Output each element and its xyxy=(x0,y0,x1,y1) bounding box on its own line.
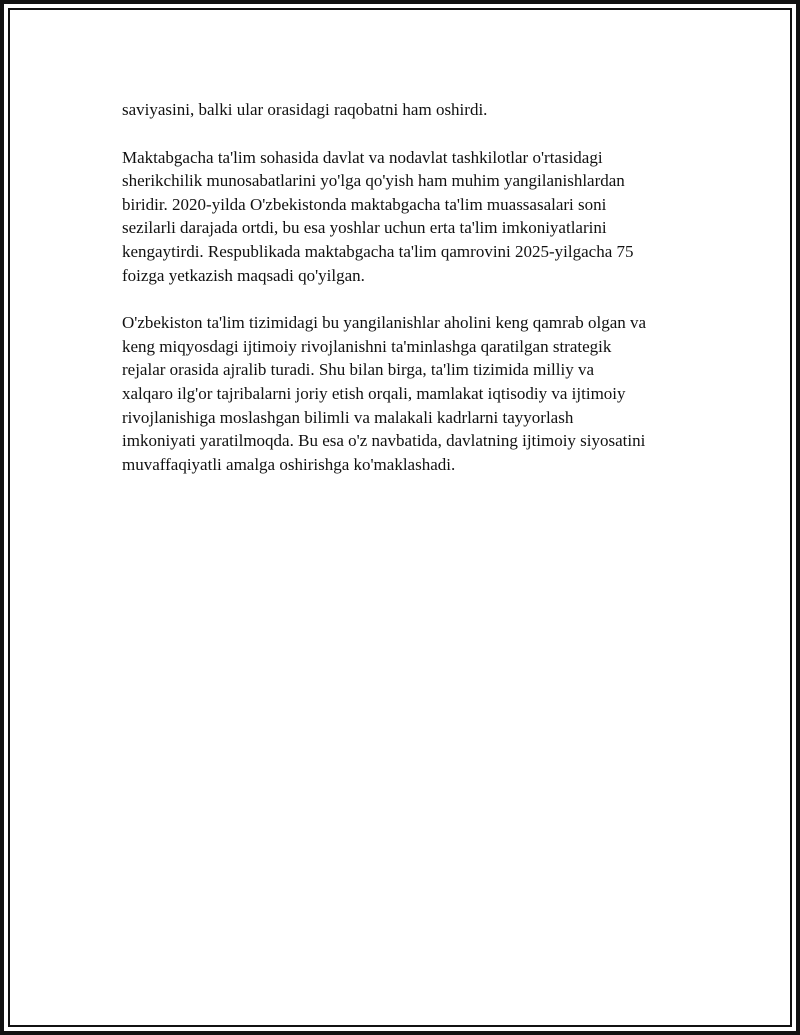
text-line: xalqaro ilg'or tajribalarni joriy etish orqali, mamlakat iqtisodiy va ijtimoiy xyxy=(122,383,626,403)
text-line: rejalar orasida ajralib turadi. Shu bilan birga, ta'lim tizimida milliy va xyxy=(122,360,595,380)
text-line: imkoniyati yaratilmoqda. Bu esa o'z navbatida, davlatning ijtimoiy siyosatini xyxy=(122,431,646,451)
document-body xyxy=(122,98,702,500)
paragraph-3 xyxy=(122,311,702,476)
paragraph-1 xyxy=(122,98,702,122)
paragraph-2 xyxy=(122,146,702,288)
text-line: O'zbekiston ta'lim tizimidagi bu yangilanishlar aholini keng qamrab olgan va xyxy=(122,313,647,333)
text-line: saviyasini, balki ular orasidagi raqobatni ham oshirdi. xyxy=(122,100,488,119)
text-line: keng miqyosdagi ijtimoiy rivojlanishni ta'minlashga qaratilgan strategik xyxy=(122,336,612,356)
text-line: biridir. 2020-yilda O'zbekistonda maktabgacha ta'lim muassasalari soni xyxy=(122,194,607,214)
text-line: muvaffaqiyatli amalga oshirishga ko'maklashadi. xyxy=(122,454,456,474)
text-line: sezilarli darajada ortdi, bu esa yoshlar uchun erta ta'lim imkoniyatlarini xyxy=(122,218,607,238)
text-line: foizga yetkazish maqsadi qo'yilgan. xyxy=(122,265,365,285)
text-line: Maktabgacha ta'lim sohasida davlat va nodavlat tashkilotlar o'rtasidagi xyxy=(122,147,603,167)
text-line: sherikchilik munosabatlarini yo'lga qo'yish ham muhim yangilanishlardan xyxy=(122,171,625,191)
text-line: rivojlanishiga moslashgan bilimli va malakali kadrlarni tayyorlash xyxy=(122,407,574,427)
text-line: kengaytirdi. Respublikada maktabgacha ta'lim qamrovini 2025-yilgacha 75 xyxy=(122,241,634,261)
